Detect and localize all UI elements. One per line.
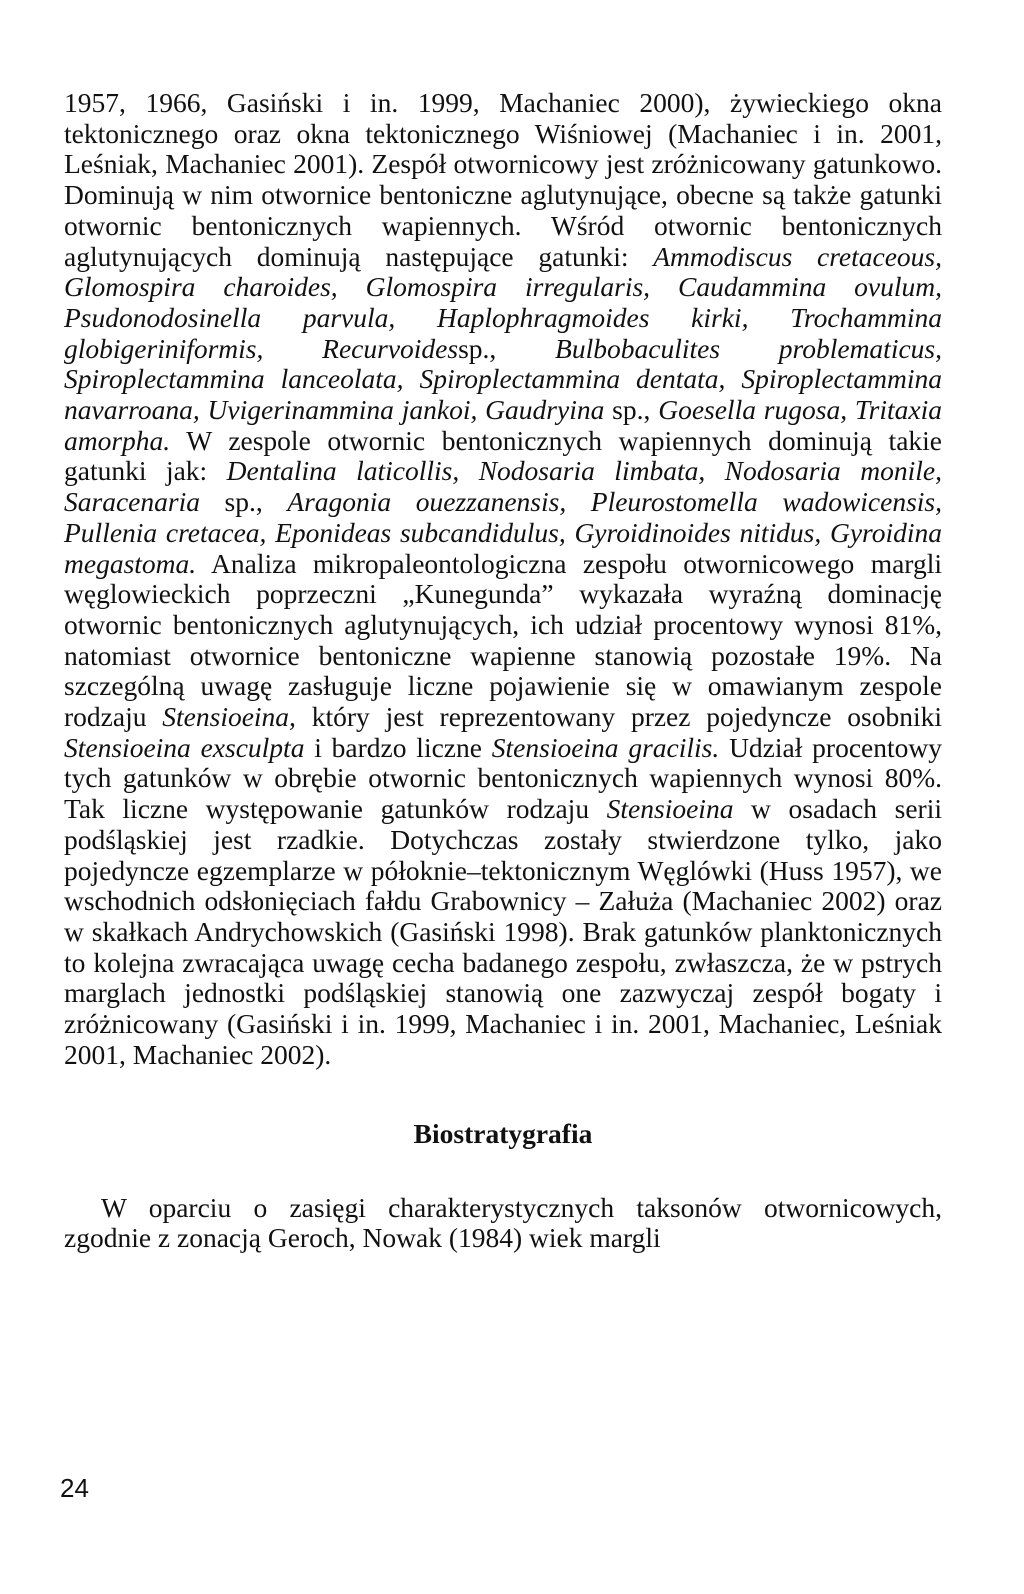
body-text: Udział procentowy tych gatunków w obrębie otwornic bentonicznych wapiennych wynosi 80%. Tak liczne występowanie gatunków rodzaju [64,731,942,825]
page-number: 24 [60,1473,89,1503]
page-body [64,88,942,1254]
body-text: sp., [199,486,288,518]
paragraph-biostratigraphy: W oparciu o zasięgi charakterystycznych taksonów otwornicowych, zgodnie z zonacją Geroch, Nowak (1984) wiek margli [64,1191,942,1254]
species-name-text: Ammodiscus cretaceous, Glomospira charoides, Glomospira irregularis, Caudammina ovulum, Psudonodosinella parvula, Haplophragmoides kirki, Trochammina globigeriniformis, Recurvoides [64,240,942,364]
section-heading-biostratygrafia: Biostratygrafia [413,1117,593,1149]
body-text: i bardzo liczne [304,731,492,763]
species-name-text: Stensioeina, [162,701,296,733]
body-text: w osadach serii podśląskiej jest rzadkie. Dotychczas zostały stwierdzone tylko, jako pojedyncze egzemplarze w półoknie–tektonicznym Węglówki (Huss 1957), we wschodnich odsłonięciach fałdu Grabownicy – Załuża (Machaniec 2002) oraz w skałkach Andrychowskich (Gasiński 1998). Brak gatunków planktonicznych to kolejna zwracająca uwagę cecha badanego zespołu, zwłaszcza, że w pstrych marglach jednostki podśląskiej stanowią one zazwyczaj zespół bogaty i zróżnicowany (Gasiński i in. 1999, Machaniec i in. 2001, Machaniec, Leśniak 2001, Machaniec 2002). [64,793,942,1070]
body-text: W zespole otwornic bentonicznych wapiennych dominują takie gatunki jak: [64,424,942,487]
species-name-text: Stensioeina exsculpta [64,731,305,763]
paragraph-foraminifera-assemblage [64,88,942,1071]
body-text: 1957, 1966, Gasiński i in. 1999, Machaniec 2000), żywieckiego okna tektonicznego oraz okna tektonicznego Wiśniowej (Machaniec i in. 2001, Leśniak, Machaniec 2001). Zespół otwornicowy jest zróżnicowany gatunkowo. Dominują w nim otwornice bentoniczne aglutynujące, obecne są także gatunki otwornic bentonicznych wapiennych. Wśród otwornic bentonicznych aglutynujących dominują następujące gatunki: [64,87,942,272]
body-text: sp., [458,332,556,364]
species-name-text: Stensioeina [606,793,734,825]
body-text: sp., [604,394,659,426]
body-text: który jest reprezentowany przez pojedyncze osobniki [295,701,942,733]
species-name-text: Bulbobaculites problematicus, Spiroplectammina lanceolata, Spiroplectammina dentata, Spiroplectammina navarroana, Uvigerinammina jankoi, Gaudryina [64,332,942,426]
species-name-text: Dentalina laticollis, Nodosaria limbata, Nodosaria monile, Saracenaria [64,455,942,518]
species-name-text: Goesella rugosa, Tritaxia amorpha. [64,394,942,456]
species-name-text: Stensioeina gracilis. [491,731,720,763]
body-text: Analiza mikropaleontologiczna zespołu otwornicowego margli węglowieckich poprzeczni „Kunegunda” wykazała wyraźną dominację otwornic bentonicznych aglutynujących, ich udział procentowy wynosi 81%, natomiast otwornice bentoniczne wapienne stanowią pozostałe 19%. Na szczególną uwagę zasługuje liczne pojawienie się w omawianym zespole rodzaju [64,547,942,733]
species-name-text: Aragonia ouezzanensis, Pleurostomella wadowicensis, Pullenia cretacea, Eponideas subcandidulus, Gyroidinoides nitidus, Gyroidina megastoma. [64,486,943,579]
